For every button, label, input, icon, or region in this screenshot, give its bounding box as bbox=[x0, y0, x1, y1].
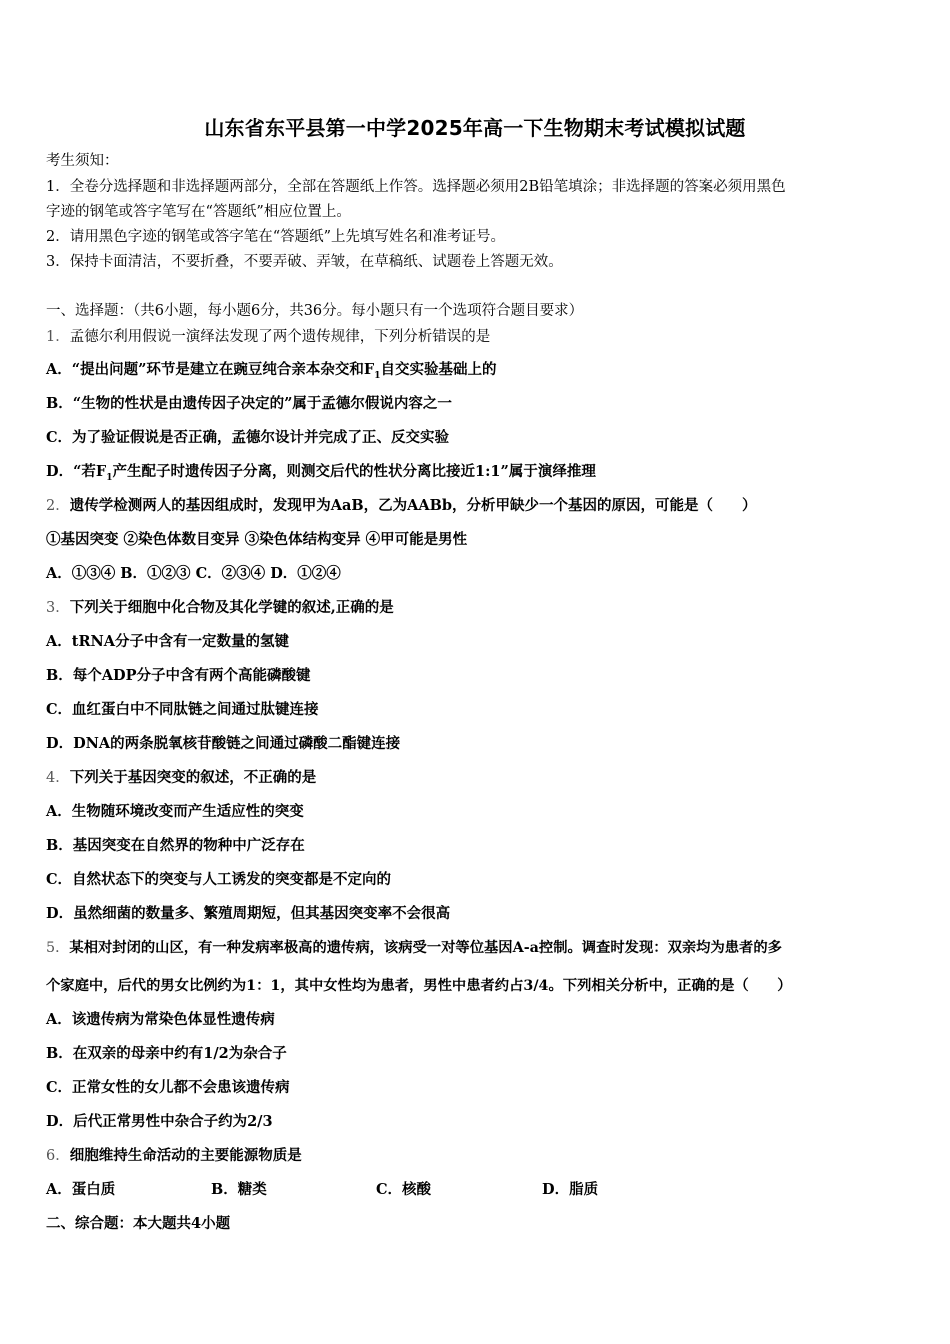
q5-option-d: D．后代正常男性中杂合子约为2/3 bbox=[46, 1113, 273, 1130]
q2-items: ①基因突变 ②染色体数目变异 ③染色体结构变异 ④甲可能是男性 bbox=[46, 531, 468, 548]
q3-option-b: B．每个ADP分子中含有两个高能磷酸键 bbox=[46, 667, 311, 684]
q1-option-d-pre: D．“若F bbox=[46, 463, 107, 480]
q6-option-a: A．蛋白质 bbox=[46, 1181, 116, 1198]
q5-stem-cont: 个家庭中，后代的男女比例约为1：1，其中女性均为患者，男性中患者约占3/4。下列相关分析中，正确的是（ ） bbox=[46, 978, 792, 994]
q1-option-d-sub: 1 bbox=[106, 472, 113, 483]
q4-stem-text: 下列关于基因突变的叙述，不正确的是 bbox=[69, 769, 317, 786]
q1-stem-text: 孟德尔利用假说一演绎法发现了两个遗传规律，下列分析错误的是 bbox=[69, 329, 491, 345]
q5-option-a: A．该遗传病为常染色体显性遗传病 bbox=[46, 1011, 275, 1028]
q1-option-b: B．“生物的性状是由遗传因子决定的”属于孟德尔假说内容之一 bbox=[46, 395, 452, 412]
q6-stem bbox=[46, 1146, 302, 1166]
q5-stem bbox=[46, 938, 782, 958]
q5-option-b: B．在双亲的母亲中约有1/2为杂合子 bbox=[46, 1045, 287, 1062]
notice-heading: 考生须知： bbox=[46, 153, 119, 169]
q2-stem-text: 遗传学检测两人的基因组成时，发现甲为AaB，乙为AABb，分析甲缺少一个基因的原因，可能是（ ） bbox=[69, 497, 757, 514]
q2-number: 2． bbox=[46, 498, 70, 514]
q1-option-a-sub: 1 bbox=[374, 370, 381, 381]
q3-option-d: D．DNA的两条脱氧核苷酸链之间通过磷酸二酯键连接 bbox=[46, 735, 401, 752]
q6-stem-text: 细胞维持生命活动的主要能源物质是 bbox=[69, 1147, 302, 1164]
q4-option-b: B．基因突变在自然界的物种中广泛存在 bbox=[46, 837, 305, 854]
q4-option-d: D．虽然细菌的数量多、繁殖周期短，但其基因突变率不会很高 bbox=[46, 905, 451, 922]
q4-stem bbox=[46, 768, 316, 788]
q5-number: 5． bbox=[46, 940, 70, 956]
q1-option-d bbox=[46, 462, 596, 488]
q3-option-c: C．血红蛋白中不同肽链之间通过肽键连接 bbox=[46, 701, 319, 718]
q3-stem bbox=[46, 598, 394, 618]
q2-stem bbox=[46, 496, 757, 516]
q1-stem bbox=[46, 327, 490, 347]
q3-stem-text: 下列关于细胞中化合物及其化学键的叙述,正确的是 bbox=[69, 599, 394, 616]
q3-number: 3． bbox=[46, 600, 70, 616]
section1-heading: 一、选择题：（共6小题，每小题6分，共36分。每小题只有一个选项符合题目要求） bbox=[46, 303, 584, 319]
q3-option-a: A．tRNA分子中含有一定数量的氢键 bbox=[46, 633, 290, 650]
q6-option-d: D．脂质 bbox=[542, 1181, 599, 1198]
notice-item-2: 2．请用黑色字迹的钢笔或答字笔在“答题纸”上先填写姓名和准考证号。 bbox=[46, 229, 506, 245]
q5-option-c: C．正常女性的女儿都不会患该遗传病 bbox=[46, 1079, 290, 1096]
q1-option-a-post: 自交实验基础上的 bbox=[380, 361, 497, 378]
page-title: 山东省东平县第一中学2025年高一下生物期末考试模拟试题 bbox=[204, 116, 746, 140]
q4-option-c: C．自然状态下的突变与人工诱发的突变都是不定向的 bbox=[46, 871, 392, 888]
q1-option-c: C．为了验证假说是否正确，孟德尔设计并完成了正、反交实验 bbox=[46, 429, 450, 446]
q5-stem-text-1: 某相对封闭的山区，有一种发病率极高的遗传病，该病受一对等位基因A-a控制。调查时发现：双亲均为患者的多 bbox=[69, 940, 782, 956]
notice-item-1: 1．全卷分选择题和非选择题两部分，全部在答题纸上作答。选择题必须用2B铅笔填涂；非选择题的答案必须用黑色 bbox=[46, 179, 786, 195]
q6-option-c: C．核酸 bbox=[376, 1181, 432, 1198]
q1-option-d-post: 产生配子时遗传因子分离，则测交后代的性状分离比接近1:1”属于演绎推理 bbox=[112, 463, 596, 480]
q6-option-b: B．糖类 bbox=[211, 1181, 267, 1198]
q4-option-a: A．生物随环境改变而产生适应性的突变 bbox=[46, 803, 304, 820]
q6-options bbox=[46, 1180, 906, 1200]
q1-option-a bbox=[46, 360, 497, 386]
q2-options: A．①③④ B．①②③ C．②③④ D．①②④ bbox=[46, 565, 341, 582]
q6-number: 6． bbox=[46, 1148, 70, 1164]
q4-number: 4． bbox=[46, 770, 70, 786]
notice-item-3: 3．保持卡面清洁，不要折叠，不要弄破、弄皱，在草稿纸、试题卷上答题无效。 bbox=[46, 254, 563, 270]
q1-option-a-pre: A．“提出问题”环节是建立在豌豆纯合亲本杂交和F bbox=[46, 361, 375, 378]
q1-number: 1． bbox=[46, 329, 70, 345]
section2-heading: 二、综合题：本大题共4小题 bbox=[46, 1215, 231, 1232]
notice-item-1-cont: 字迹的钢笔或答字笔写在“答题纸”相应位置上。 bbox=[46, 204, 351, 220]
